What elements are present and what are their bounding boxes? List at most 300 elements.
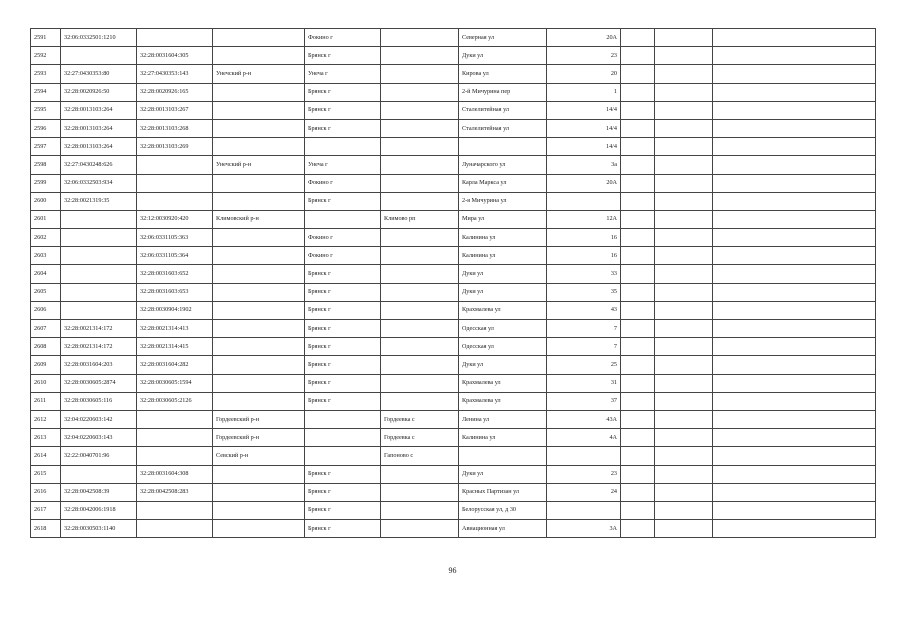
table-cell-district: [213, 47, 305, 65]
table-cell-house: [547, 447, 621, 465]
table-cell-extra3: [713, 229, 876, 247]
table-cell-district: [213, 356, 305, 374]
table-cell-street: Мира ул: [459, 210, 547, 228]
table-cell-extra1: [621, 138, 655, 156]
table-row: [31, 283, 876, 301]
table-cell-settlement: [381, 283, 459, 301]
table-row: [31, 229, 876, 247]
table-cell-cad1: 32:28:0013103:264: [61, 119, 137, 137]
table-cell-extra1: [621, 320, 655, 338]
table-row: [31, 29, 876, 47]
table-cell-district: [213, 320, 305, 338]
table-cell-extra1: [621, 429, 655, 447]
table-cell-settlement: [381, 501, 459, 519]
table-cell-cad2: 32:28:0013103:268: [137, 119, 213, 137]
table-cell-id: 2595: [31, 101, 61, 119]
table-cell-cad2: 32:28:0013103:267: [137, 101, 213, 119]
table-cell-extra3: [713, 501, 876, 519]
table-cell-settlement: Гордеевка с: [381, 410, 459, 428]
table-cell-house: [547, 192, 621, 210]
table-cell-cad2: 32:12:0030920:420: [137, 210, 213, 228]
table-cell-cad2: 32:28:0031604:308: [137, 465, 213, 483]
table-cell-cad1: [61, 229, 137, 247]
table-cell-cad1: 32:27:0430248:626: [61, 156, 137, 174]
table-cell-id: 2608: [31, 338, 61, 356]
table-cell-district: Севский р-н: [213, 447, 305, 465]
table-row: [31, 83, 876, 101]
table-cell-cad1: 32:28:0020926:50: [61, 83, 137, 101]
table-row: [31, 156, 876, 174]
table-cell-city: Унеча г: [305, 65, 381, 83]
table-cell-street: Луначарского ул: [459, 156, 547, 174]
table-cell-settlement: [381, 29, 459, 47]
table-cell-extra2: [655, 119, 713, 137]
table-cell-extra3: [713, 301, 876, 319]
table-cell-settlement: [381, 119, 459, 137]
table-cell-street: Крахмалева ул: [459, 374, 547, 392]
table-row: [31, 520, 876, 538]
table-cell-settlement: [381, 101, 459, 119]
table-cell-extra2: [655, 447, 713, 465]
registry-table-container: [30, 28, 875, 538]
table-cell-settlement: [381, 374, 459, 392]
table-cell-district: Унечский р-н: [213, 156, 305, 174]
table-cell-extra2: [655, 174, 713, 192]
table-cell-extra2: [655, 247, 713, 265]
table-cell-city: [305, 447, 381, 465]
table-cell-id: 2606: [31, 301, 61, 319]
table-row: [31, 65, 876, 83]
table-cell-extra2: [655, 520, 713, 538]
table-row: [31, 138, 876, 156]
table-cell-extra2: [655, 29, 713, 47]
table-cell-extra3: [713, 320, 876, 338]
table-cell-extra1: [621, 338, 655, 356]
table-cell-cad2: [137, 174, 213, 192]
table-cell-settlement: [381, 392, 459, 410]
table-cell-cad2: 32:28:0031604:282: [137, 356, 213, 374]
table-cell-extra1: [621, 101, 655, 119]
table-cell-district: [213, 338, 305, 356]
table-cell-house: 7: [547, 338, 621, 356]
table-cell-cad1: 32:28:0021319:35: [61, 192, 137, 210]
table-cell-id: 2603: [31, 247, 61, 265]
table-cell-extra1: [621, 483, 655, 501]
table-cell-house: 31: [547, 374, 621, 392]
table-cell-city: [305, 138, 381, 156]
table-cell-street: Крахмалева ул: [459, 301, 547, 319]
table-cell-id: 2594: [31, 83, 61, 101]
table-cell-cad1: 32:28:0030605:2874: [61, 374, 137, 392]
table-cell-settlement: Климово рп: [381, 210, 459, 228]
table-cell-id: 2609: [31, 356, 61, 374]
table-cell-district: Климовский р-н: [213, 210, 305, 228]
table-cell-cad2: [137, 410, 213, 428]
table-cell-cad1: [61, 265, 137, 283]
table-cell-street: Дуки ул: [459, 283, 547, 301]
table-row: [31, 356, 876, 374]
table-cell-id: 2616: [31, 483, 61, 501]
table-cell-id: 2593: [31, 65, 61, 83]
table-cell-cad1: 32:28:0021314:172: [61, 320, 137, 338]
table-cell-extra3: [713, 174, 876, 192]
table-cell-extra3: [713, 447, 876, 465]
table-cell-cad1: [61, 465, 137, 483]
table-cell-id: 2599: [31, 174, 61, 192]
table-cell-city: [305, 429, 381, 447]
table-cell-id: 2604: [31, 265, 61, 283]
table-cell-extra2: [655, 192, 713, 210]
table-cell-street: [459, 447, 547, 465]
table-cell-extra1: [621, 65, 655, 83]
table-row: [31, 338, 876, 356]
table-cell-cad1: 32:28:0013103:264: [61, 138, 137, 156]
table-cell-cad1: 32:04:0220603:142: [61, 410, 137, 428]
table-cell-cad1: 32:27:0430353:80: [61, 65, 137, 83]
table-cell-district: [213, 465, 305, 483]
table-cell-house: 3А: [547, 520, 621, 538]
table-cell-extra3: [713, 356, 876, 374]
table-cell-cad2: 32:28:0013103:269: [137, 138, 213, 156]
table-cell-house: 20: [547, 65, 621, 83]
table-cell-cad2: 32:28:0031603:653: [137, 283, 213, 301]
table-cell-extra1: [621, 356, 655, 374]
table-cell-id: 2598: [31, 156, 61, 174]
table-cell-street: Одесская ул: [459, 320, 547, 338]
table-cell-city: Брянск г: [305, 520, 381, 538]
table-cell-extra2: [655, 429, 713, 447]
table-cell-street: Калинина ул: [459, 247, 547, 265]
table-row: [31, 265, 876, 283]
table-cell-settlement: [381, 174, 459, 192]
table-cell-district: [213, 174, 305, 192]
table-cell-house: 16: [547, 247, 621, 265]
table-cell-house: 33: [547, 265, 621, 283]
table-cell-extra2: [655, 138, 713, 156]
table-row: [31, 410, 876, 428]
table-cell-extra2: [655, 65, 713, 83]
table-cell-city: [305, 210, 381, 228]
table-cell-cad1: 32:04:0220603:143: [61, 429, 137, 447]
table-cell-city: Брянск г: [305, 374, 381, 392]
table-cell-city: Брянск г: [305, 47, 381, 65]
table-cell-cad1: [61, 283, 137, 301]
table-cell-cad2: [137, 156, 213, 174]
table-cell-settlement: [381, 356, 459, 374]
table-cell-extra1: [621, 229, 655, 247]
table-cell-extra2: [655, 265, 713, 283]
table-cell-house: 14/4: [547, 119, 621, 137]
table-cell-id: 2591: [31, 29, 61, 47]
table-cell-district: [213, 138, 305, 156]
table-cell-extra1: [621, 520, 655, 538]
table-cell-street: Сталелитейная ул: [459, 101, 547, 119]
table-cell-extra1: [621, 374, 655, 392]
table-cell-house: 35: [547, 283, 621, 301]
table-cell-cad1: 32:28:0030503:1140: [61, 520, 137, 538]
table-cell-cad2: [137, 447, 213, 465]
table-cell-extra1: [621, 247, 655, 265]
table-cell-extra2: [655, 501, 713, 519]
table-cell-extra3: [713, 374, 876, 392]
table-cell-extra2: [655, 229, 713, 247]
table-cell-district: [213, 119, 305, 137]
table-cell-city: Фокино г: [305, 229, 381, 247]
table-cell-cad2: 32:06:0331105:364: [137, 247, 213, 265]
table-cell-extra2: [655, 338, 713, 356]
table-cell-settlement: [381, 483, 459, 501]
table-cell-house: 20А: [547, 29, 621, 47]
table-cell-cad2: 32:28:0030605:2126: [137, 392, 213, 410]
table-cell-cad1: [61, 301, 137, 319]
table-cell-city: Брянск г: [305, 338, 381, 356]
table-cell-city: Брянск г: [305, 101, 381, 119]
table-cell-cad1: 32:06:0332501:1210: [61, 29, 137, 47]
table-cell-cad1: 32:28:0031604:203: [61, 356, 137, 374]
table-cell-city: Брянск г: [305, 119, 381, 137]
table-row: [31, 501, 876, 519]
table-cell-cad2: 32:27:0430353:143: [137, 65, 213, 83]
table-cell-settlement: Гордеевка с: [381, 429, 459, 447]
table-cell-extra1: [621, 47, 655, 65]
table-row: [31, 301, 876, 319]
table-cell-district: [213, 229, 305, 247]
table-cell-id: 2611: [31, 392, 61, 410]
table-cell-district: [213, 101, 305, 119]
table-cell-cad1: 32:28:0042508:39: [61, 483, 137, 501]
table-row: [31, 192, 876, 210]
table-cell-id: 2597: [31, 138, 61, 156]
table-cell-extra2: [655, 283, 713, 301]
table-cell-settlement: [381, 65, 459, 83]
table-cell-extra1: [621, 447, 655, 465]
table-cell-id: 2610: [31, 374, 61, 392]
table-cell-district: [213, 520, 305, 538]
table-cell-id: 2618: [31, 520, 61, 538]
table-cell-id: 2617: [31, 501, 61, 519]
table-cell-id: 2592: [31, 47, 61, 65]
table-cell-cad2: [137, 192, 213, 210]
table-cell-street: Сталелитейная ул: [459, 119, 547, 137]
table-row: [31, 320, 876, 338]
table-cell-id: 2596: [31, 119, 61, 137]
table-cell-city: Брянск г: [305, 483, 381, 501]
table-cell-city: [305, 410, 381, 428]
table-row: [31, 392, 876, 410]
table-row: [31, 483, 876, 501]
table-cell-house: [547, 501, 621, 519]
table-cell-city: Брянск г: [305, 83, 381, 101]
table-cell-street: Калинина ул: [459, 429, 547, 447]
table-cell-street: [459, 138, 547, 156]
table-cell-district: Гордеевский р-н: [213, 429, 305, 447]
table-cell-district: [213, 29, 305, 47]
table-cell-street: Калинина ул: [459, 229, 547, 247]
table-cell-extra3: [713, 465, 876, 483]
table-row: [31, 174, 876, 192]
table-cell-extra2: [655, 301, 713, 319]
table-cell-district: [213, 374, 305, 392]
table-cell-extra3: [713, 210, 876, 228]
table-cell-extra3: [713, 410, 876, 428]
table-cell-cad2: 32:28:0020926:165: [137, 83, 213, 101]
table-row: [31, 247, 876, 265]
table-cell-city: Брянск г: [305, 192, 381, 210]
table-row: [31, 429, 876, 447]
table-cell-cad1: 32:28:0042006:1918: [61, 501, 137, 519]
table-cell-settlement: [381, 247, 459, 265]
table-cell-extra3: [713, 247, 876, 265]
table-cell-cad2: 32:28:0030904:1902: [137, 301, 213, 319]
table-cell-house: 1: [547, 83, 621, 101]
table-cell-extra2: [655, 47, 713, 65]
table-cell-house: 4А: [547, 429, 621, 447]
table-cell-id: 2615: [31, 465, 61, 483]
table-cell-district: [213, 192, 305, 210]
table-cell-settlement: [381, 192, 459, 210]
table-cell-street: Кирова ул: [459, 65, 547, 83]
table-cell-city: Брянск г: [305, 283, 381, 301]
table-cell-street: 2-я Мичурина ул: [459, 192, 547, 210]
table-row: [31, 210, 876, 228]
table-cell-street: Авиационная ул: [459, 520, 547, 538]
table-cell-city: Брянск г: [305, 465, 381, 483]
table-cell-street: Ленина ул: [459, 410, 547, 428]
table-cell-house: 23: [547, 465, 621, 483]
table-cell-house: 3а: [547, 156, 621, 174]
table-cell-cad2: [137, 429, 213, 447]
table-cell-cad2: 32:28:0021314:415: [137, 338, 213, 356]
table-cell-extra1: [621, 265, 655, 283]
table-cell-district: [213, 265, 305, 283]
table-cell-cad2: 32:28:0042508:283: [137, 483, 213, 501]
table-cell-extra3: [713, 283, 876, 301]
table-cell-extra1: [621, 392, 655, 410]
table-cell-settlement: [381, 47, 459, 65]
table-cell-id: 2600: [31, 192, 61, 210]
table-cell-extra2: [655, 374, 713, 392]
page-number: 96: [448, 566, 457, 575]
table-cell-extra1: [621, 192, 655, 210]
table-cell-extra1: [621, 29, 655, 47]
table-cell-cad2: 32:06:0331105:363: [137, 229, 213, 247]
table-row: [31, 465, 876, 483]
table-cell-cad2: 32:28:0031604:305: [137, 47, 213, 65]
table-cell-city: Брянск г: [305, 501, 381, 519]
table-cell-cad2: 32:28:0030605:1594: [137, 374, 213, 392]
table-cell-district: Унечский р-н: [213, 65, 305, 83]
table-cell-street: Дуки ул: [459, 465, 547, 483]
table-cell-extra1: [621, 210, 655, 228]
table-cell-cad1: 32:22:0040701:96: [61, 447, 137, 465]
table-cell-settlement: [381, 265, 459, 283]
table-cell-district: [213, 501, 305, 519]
table-row: [31, 47, 876, 65]
table-cell-cad1: 32:28:0013103:264: [61, 101, 137, 119]
table-cell-city: Брянск г: [305, 392, 381, 410]
table-cell-extra3: [713, 429, 876, 447]
table-cell-extra1: [621, 156, 655, 174]
table-cell-house: 16: [547, 229, 621, 247]
table-cell-extra1: [621, 119, 655, 137]
table-cell-house: 25: [547, 356, 621, 374]
registry-table: [30, 28, 876, 538]
table-cell-street: Карла Маркса ул: [459, 174, 547, 192]
table-cell-city: Брянск г: [305, 265, 381, 283]
table-cell-id: 2607: [31, 320, 61, 338]
table-cell-extra2: [655, 83, 713, 101]
table-cell-street: Дуки ул: [459, 47, 547, 65]
table-cell-extra3: [713, 520, 876, 538]
table-cell-settlement: [381, 156, 459, 174]
table-cell-extra2: [655, 101, 713, 119]
table-cell-district: [213, 301, 305, 319]
table-cell-extra2: [655, 392, 713, 410]
table-cell-extra2: [655, 156, 713, 174]
table-cell-city: Фокино г: [305, 29, 381, 47]
table-cell-street: Белорусская ул, д 30: [459, 501, 547, 519]
table-cell-extra3: [713, 47, 876, 65]
table-cell-extra3: [713, 265, 876, 283]
table-cell-cad2: [137, 520, 213, 538]
table-cell-settlement: [381, 138, 459, 156]
table-cell-settlement: [381, 83, 459, 101]
table-cell-extra3: [713, 483, 876, 501]
table-cell-cad2: [137, 501, 213, 519]
table-cell-district: [213, 483, 305, 501]
table-cell-street: Северная ул: [459, 29, 547, 47]
table-cell-cad2: 32:28:0031603:652: [137, 265, 213, 283]
table-cell-district: [213, 247, 305, 265]
table-cell-house: 43: [547, 301, 621, 319]
table-cell-cad1: [61, 47, 137, 65]
table-cell-settlement: [381, 229, 459, 247]
table-cell-district: Гордеевский р-н: [213, 410, 305, 428]
table-body: [31, 29, 876, 538]
table-cell-cad1: 32:28:0030605:116: [61, 392, 137, 410]
table-row: [31, 101, 876, 119]
table-cell-id: 2613: [31, 429, 61, 447]
table-cell-settlement: [381, 301, 459, 319]
table-cell-house: 20А: [547, 174, 621, 192]
table-cell-extra1: [621, 465, 655, 483]
table-cell-extra3: [713, 156, 876, 174]
table-cell-extra1: [621, 301, 655, 319]
table-cell-extra3: [713, 101, 876, 119]
table-cell-street: Дуки ул: [459, 356, 547, 374]
table-row: [31, 447, 876, 465]
table-cell-settlement: [381, 520, 459, 538]
table-cell-street: Дуки ул: [459, 265, 547, 283]
table-cell-street: Крахмалева ул: [459, 392, 547, 410]
table-cell-city: Унеча г: [305, 156, 381, 174]
table-cell-cad2: [137, 29, 213, 47]
table-cell-extra1: [621, 174, 655, 192]
table-cell-extra2: [655, 465, 713, 483]
table-cell-extra3: [713, 119, 876, 137]
table-cell-extra2: [655, 356, 713, 374]
table-cell-extra3: [713, 29, 876, 47]
table-cell-settlement: [381, 320, 459, 338]
table-cell-house: 14/4: [547, 101, 621, 119]
table-row: [31, 374, 876, 392]
table-cell-house: 14/4: [547, 138, 621, 156]
table-cell-id: 2614: [31, 447, 61, 465]
table-cell-city: Фокино г: [305, 247, 381, 265]
table-cell-extra1: [621, 501, 655, 519]
table-cell-district: [213, 392, 305, 410]
table-cell-extra2: [655, 483, 713, 501]
